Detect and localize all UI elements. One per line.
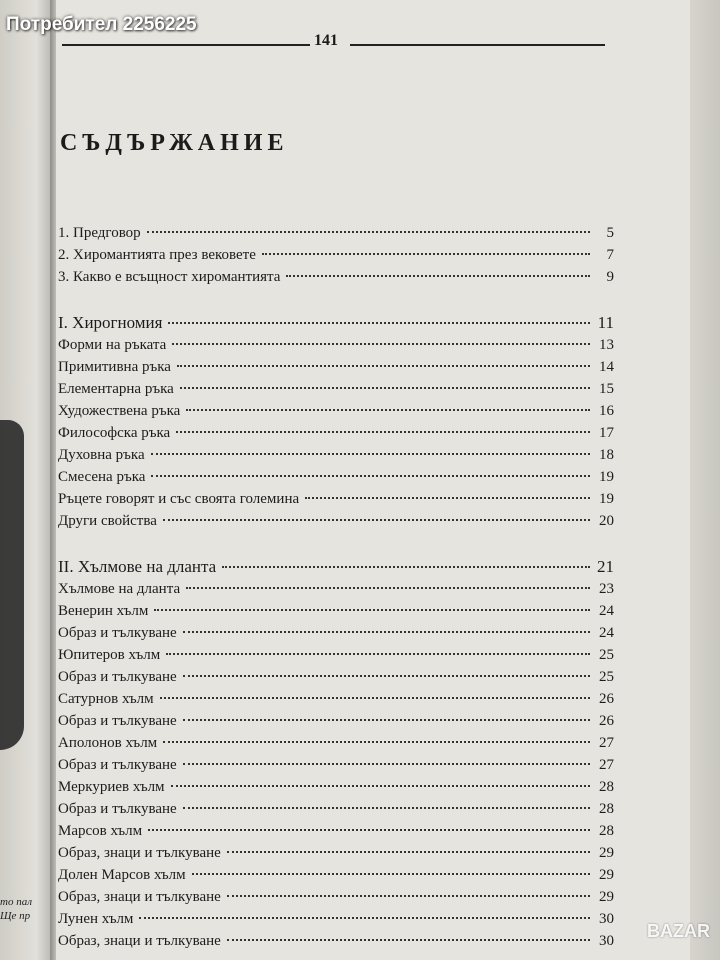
dot-leader [183,719,590,721]
toc-entry-page: 25 [599,669,614,685]
toc-entry [58,491,614,513]
toc-entry [58,225,614,247]
dot-leader [262,253,590,255]
toc-entry-page: 25 [599,647,614,663]
toc-entry-page: 29 [599,889,614,905]
toc-entry-label: II. Хълмове на дланта [58,557,217,576]
toc-entry [58,581,614,603]
dot-leader [183,675,590,677]
toc-entry-label: Духовна ръка [58,447,145,463]
dot-leader [183,807,590,809]
dot-leader [176,431,590,433]
toc-entry-page: 30 [599,911,614,927]
toc-entry [58,359,614,381]
toc-entry-label: Венерин хълм [58,603,149,619]
header-rule-right [350,44,605,46]
dot-leader [168,322,590,324]
user-watermark: Потребител 2256225 [6,14,197,35]
dot-leader [172,343,590,345]
dot-leader [227,851,590,853]
dot-leader [147,231,590,233]
toc-entry-page: 5 [606,225,614,241]
toc-entry-page: 24 [599,625,614,641]
toc-entry-label: Лунен хълм [58,911,134,927]
dot-leader [151,475,590,477]
toc-entry-page: 19 [599,491,614,507]
toc-entry-page: 28 [599,801,614,817]
toc-entry-label: 3. Какво е всъщност хиромантията [58,269,281,285]
page-number: 141 [314,32,338,49]
toc-entry-label: Долен Марсов хълм [58,867,186,883]
dot-leader [222,566,590,568]
toc-entry-page: 23 [599,581,614,597]
toc-entry [58,337,614,359]
toc-entry [58,425,614,447]
dot-leader [163,741,590,743]
toc-entry-label: Хълмове на дланта [58,581,181,597]
toc-entry-label: Образ и тълкуване [58,713,177,729]
left-page-illustration [0,420,24,750]
toc-entry-label: Образ и тълкуване [58,625,177,641]
toc-entry-label: 2. Хиромантията през вековете [58,247,256,263]
toc-entry-label: Марсов хълм [58,823,143,839]
toc-entry-label: Други свойства [58,513,157,529]
dot-leader [192,873,590,875]
toc-entry [58,269,614,291]
toc-entry-page: 14 [599,359,614,375]
toc-entry-page: 17 [599,425,614,441]
toc-entry-label: Образ, знаци и тълкуване [58,933,221,949]
toc-section-heading [58,557,614,581]
dot-leader [286,275,590,277]
left-page-edge [0,0,52,960]
dot-leader [186,409,590,411]
toc-entry [58,603,614,625]
toc-entry [58,691,614,713]
toc-entry-label: Примитивна ръка [58,359,171,375]
dot-leader [154,609,590,611]
left-fragment-line-1: то пал [0,896,32,908]
dot-leader [305,497,590,499]
toc-entry-label: Философска ръка [58,425,171,441]
group-spacer [58,291,614,313]
group-spacer [58,535,614,557]
toc-title: СЪДЪРЖАНИЕ [60,130,289,156]
toc-entry [58,469,614,491]
toc-entry-label: Образ и тълкуване [58,669,177,685]
left-page-text-fragment [0,895,50,923]
toc-entry [58,911,614,933]
bazar-logo: BAZAR [647,921,710,941]
toc-entry-page: 26 [599,713,614,729]
toc-entry [58,625,614,647]
left-fragment-line-2: Ще пр [0,910,31,922]
toc-entry-label: I. Хирогномия [58,313,163,332]
toc-entry [58,647,614,669]
toc-entry-label: Форми на ръката [58,337,167,353]
toc-section-heading [58,313,614,337]
toc-entry [58,669,614,691]
toc-entry [58,845,614,867]
table-of-contents [58,225,614,955]
dot-leader [139,917,590,919]
dot-leader [180,387,590,389]
toc-entry [58,801,614,823]
toc-entry-label: Меркуриев хълм [58,779,165,795]
toc-entry [58,823,614,845]
dot-leader [171,785,590,787]
toc-entry-label: Образ, знаци и тълкуване [58,889,221,905]
header-rule-left [62,44,310,46]
toc-entry-page: 26 [599,691,614,707]
toc-entry [58,513,614,535]
toc-entry-label: Юпитеров хълм [58,647,161,663]
toc-entry [58,247,614,269]
toc-entry-page: 15 [599,381,614,397]
toc-entry-page: 13 [599,337,614,353]
toc-entry-page: 28 [599,823,614,839]
dot-leader [227,895,590,897]
toc-entry-page: 18 [599,447,614,463]
toc-entry [58,889,614,911]
toc-entry-label: Сатурнов хълм [58,691,154,707]
toc-entry-page: 19 [599,469,614,485]
dot-leader [163,519,590,521]
dot-leader [151,453,590,455]
toc-entry-page: 27 [599,735,614,751]
dot-leader [177,365,590,367]
toc-entry-page: 29 [599,867,614,883]
toc-entry-label: 1. Предговор [58,225,141,241]
toc-entry-label: Елементарна ръка [58,381,174,397]
toc-entry [58,713,614,735]
toc-entry-page: 11 [597,313,614,332]
toc-entry-label: Образ и тълкуване [58,801,177,817]
toc-entry-page: 27 [599,757,614,773]
toc-entry-label: Художествена ръка [58,403,181,419]
dot-leader [227,939,590,941]
right-background [690,0,720,960]
toc-entry [58,735,614,757]
toc-entry-page: 21 [597,557,614,576]
toc-entry [58,381,614,403]
dot-leader [166,653,590,655]
toc-entry-label: Ръцете говорят и със своята големина [58,491,300,507]
toc-entry-page: 24 [599,603,614,619]
dot-leader [183,631,590,633]
toc-entry-page: 30 [599,933,614,949]
toc-entry [58,867,614,889]
toc-entry [58,779,614,801]
toc-entry-label: Образ, знаци и тълкуване [58,845,221,861]
dot-leader [186,587,590,589]
toc-entry-page: 28 [599,779,614,795]
toc-entry-page: 9 [606,269,614,285]
toc-entry-page: 20 [599,513,614,529]
toc-entry-label: Смесена ръка [58,469,146,485]
toc-entry-label: Образ и тълкуване [58,757,177,773]
toc-entry [58,933,614,955]
dot-leader [160,697,590,699]
toc-entry-page: 29 [599,845,614,861]
toc-entry [58,403,614,425]
dot-leader [183,763,590,765]
dot-leader [148,829,590,831]
toc-entry [58,447,614,469]
toc-entry-page: 7 [606,247,614,263]
toc-entry [58,757,614,779]
toc-entry-page: 16 [599,403,614,419]
toc-entry-label: Аполонов хълм [58,735,158,751]
